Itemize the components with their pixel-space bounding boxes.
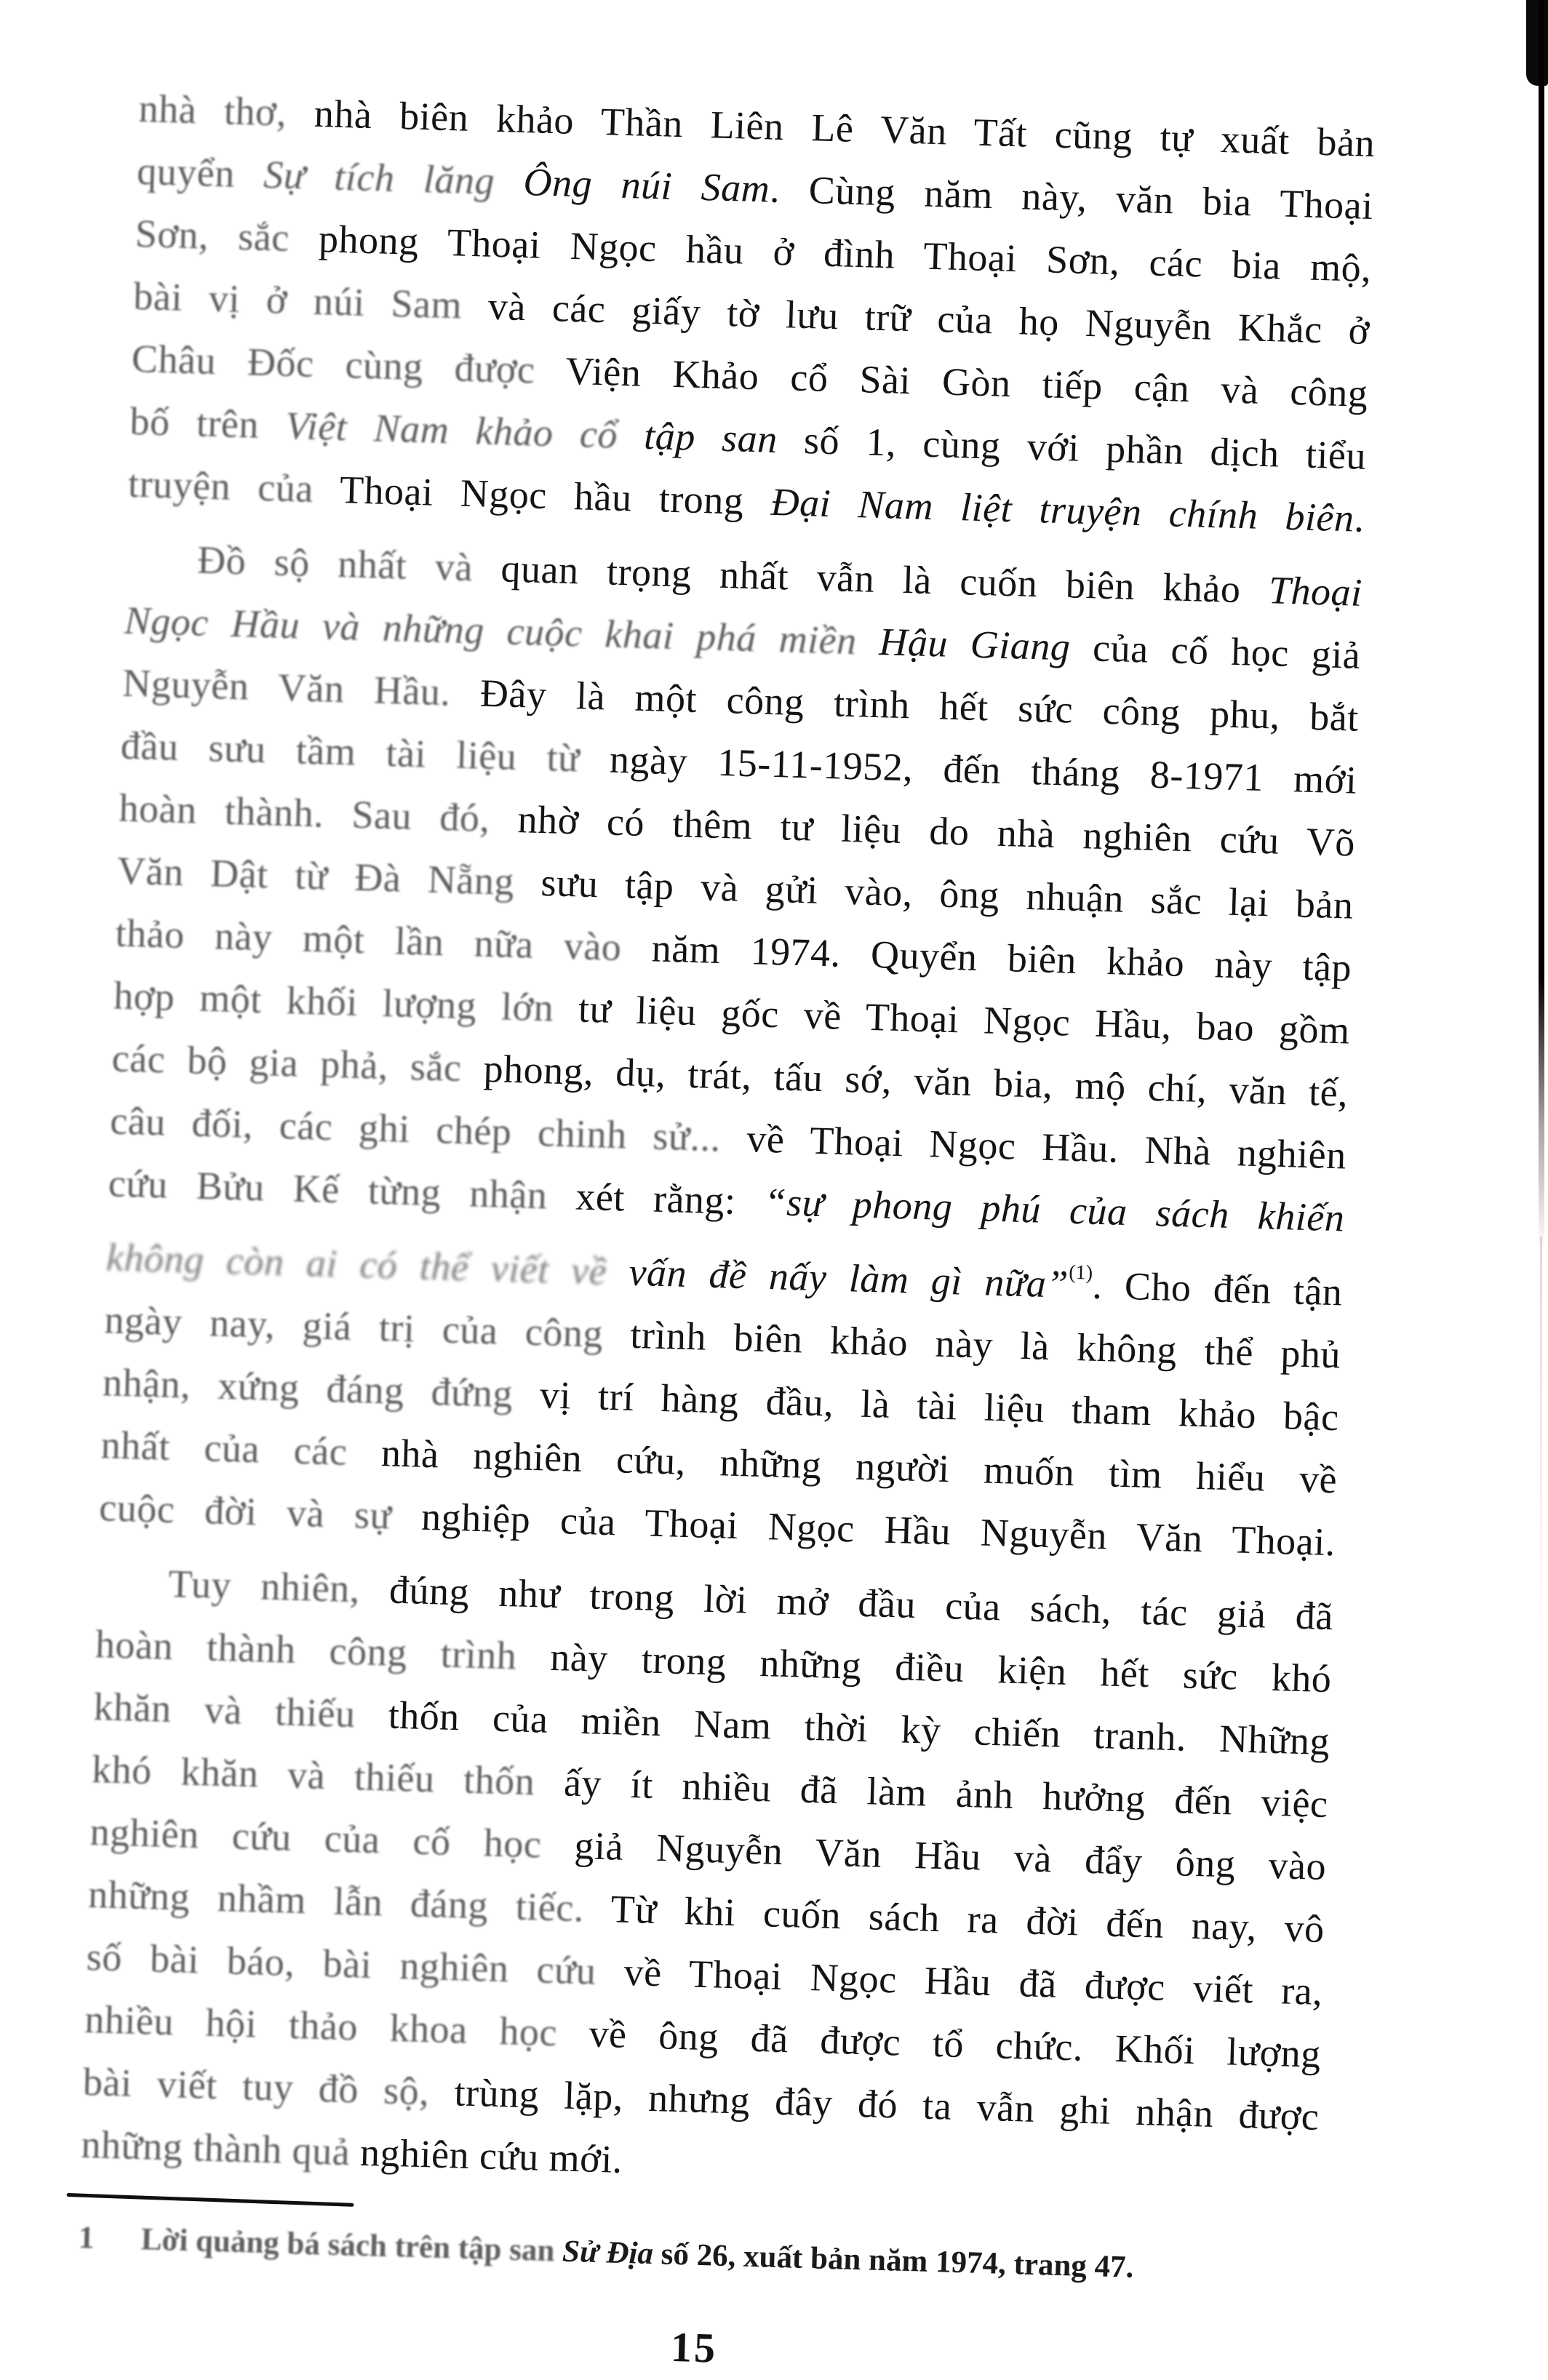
text-segment: nghiệp của Thoại Ngọc Hầu Nguyễn Văn Thoại. bbox=[420, 1494, 1336, 1565]
text-segment: này trong những điều kiện hết sức khó bbox=[549, 1634, 1333, 1701]
text-segment: các bộ gia phả, sắc bbox=[111, 1036, 484, 1090]
text-segment: ấy ít nhiều đã làm ảnh hưởng đến việc bbox=[563, 1760, 1329, 1826]
text-segment: trùng lặp, nhưng đây đó ta vẫn ghi nhận được bbox=[453, 2070, 1320, 2139]
text-segment: tập san bbox=[643, 413, 778, 461]
text-segment: bài viết tuy đồ sộ, bbox=[82, 2059, 455, 2115]
text-segment: bài vị ở núi Sam bbox=[132, 273, 489, 328]
text-segment: cứu Bửu Kế từng nhận bbox=[108, 1161, 577, 1218]
scan-edge-artifact-top bbox=[1526, 0, 1548, 86]
text-segment: nhà biên khảo Thần Liên Lê Văn Tất cũng tự xuất bản bbox=[314, 91, 1376, 166]
text-segment: nhà nghiên cứu, những người muốn tìm hiểu về bbox=[380, 1431, 1338, 1502]
text-segment: đầu sưu tầm tài liệu từ bbox=[120, 723, 611, 781]
text-segment: hoàn thành. Sau đó, bbox=[118, 786, 519, 842]
footnote-marker: 1 bbox=[78, 2220, 95, 2256]
text-segment: những nhầm lẫn đáng tiếc. bbox=[87, 1872, 612, 1931]
paragraphs-container bbox=[80, 77, 1376, 2211]
text-segment: Đây là một công trình hết sức công phu, bắt bbox=[479, 671, 1360, 740]
text-segment: Nguyễn Văn Hầu. bbox=[121, 660, 481, 715]
text-segment: hợp một khối lượng lớn bbox=[113, 973, 580, 1031]
text-segment: số bài báo, bài nghiên cứu bbox=[86, 1934, 625, 1994]
text-segment: quyển bbox=[136, 148, 265, 196]
text-segment: ngày 15-11-1952, đến tháng 8-1971 mới bbox=[609, 737, 1358, 802]
paragraph bbox=[98, 527, 1363, 1574]
text-segment: . Cho đến tận bbox=[1091, 1263, 1344, 1314]
text-segment: câu đối, các ghi chép chinh sử... bbox=[109, 1098, 748, 1161]
text-segment: nhà thơ, bbox=[137, 86, 315, 135]
text-segment: Văn Dật từ Đà Nẵng bbox=[116, 848, 542, 905]
text-block bbox=[75, 77, 1376, 2380]
text-segment: trình biên khảo này là không thể phủ bbox=[629, 1312, 1341, 1377]
text-segment: nhiều hội thảo khoa học bbox=[84, 1997, 590, 2056]
text-segment: (1) bbox=[1068, 1261, 1093, 1285]
text-segment: về ông đã được tổ chức. Khối lượng bbox=[588, 2011, 1322, 2076]
text-segment: vị trí hàng đầu, là tài liệu tham khảo bậc bbox=[539, 1373, 1340, 1439]
text-segment: về Thoại Ngọc Hầu. Nhà nghiên bbox=[746, 1117, 1347, 1178]
text-segment: số 26, xuất bản năm 1974, trang 47. bbox=[653, 2237, 1135, 2285]
text-segment: khăn và thiếu bbox=[92, 1685, 389, 1737]
text-segment: Đồ sộ nhất và bbox=[196, 538, 502, 591]
text-segment: . bbox=[1353, 496, 1365, 540]
text-segment: nhất của các bbox=[100, 1423, 382, 1475]
scan-edge-artifact-faint bbox=[1540, 1237, 1542, 1644]
text-segment: ngày nay, giá trị của công bbox=[103, 1298, 631, 1357]
text-segment: của cố học giả bbox=[1069, 625, 1362, 677]
text-segment: hoàn thành công trình bbox=[95, 1622, 551, 1679]
text-segment: Từ khi cuốn sách ra đời đến nay, vô bbox=[610, 1887, 1325, 1952]
text-segment: Thoại bbox=[1268, 568, 1363, 615]
footnote-text bbox=[140, 2222, 1134, 2285]
text-segment: và các giấy tờ lưu trữ của họ Nguyễn Khắc ở bbox=[487, 284, 1371, 353]
text-segment: nghiên cứu mới. bbox=[359, 2130, 623, 2181]
footnote bbox=[78, 2219, 1315, 2293]
text-segment: về Thoại Ngọc Hầu đã được viết ra, bbox=[623, 1949, 1324, 2014]
text-segment: Lời quảng bá sách trên tập san bbox=[140, 2222, 563, 2269]
text-segment: Ngọc Hầu và những cuộc khai phá miền bbox=[124, 598, 880, 664]
footnote-separator-rule bbox=[67, 2193, 354, 2207]
text-segment: cuộc đời và sự bbox=[98, 1485, 423, 1538]
text-segment: những thành quả bbox=[80, 2122, 362, 2174]
text-segment: thốn của miền Nam thời kỳ chiến tranh. Những bbox=[387, 1693, 1330, 1764]
text-segment: phong Thoại Ngọc hầu ở đình Thoại Sơn, các bia mộ, bbox=[318, 217, 1373, 290]
text-segment: giả Nguyễn Văn Hầu và đẩy ông vào bbox=[573, 1823, 1327, 1889]
text-segment: . Cùng năm này, văn bia Thoại bbox=[769, 167, 1374, 228]
text-segment: Tuy nhiên, bbox=[167, 1561, 390, 1612]
text-segment: đúng như trong lời mở đầu của sách, tác giả đã bbox=[388, 1568, 1334, 1639]
text-segment: Ông núi Sam bbox=[522, 159, 771, 211]
text-segment: xét rằng: bbox=[575, 1174, 765, 1223]
text-segment: số 1, cùng với phần dịch tiểu bbox=[776, 417, 1367, 478]
text-segment: Sử Địa bbox=[562, 2234, 654, 2272]
scan-edge-artifact-line bbox=[1539, 0, 1544, 1251]
text-segment: năm 1974. Quyển biên khảo này tập bbox=[650, 926, 1352, 990]
text-segment: nghiên cứu của cố học bbox=[89, 1810, 575, 1867]
text-segment: không còn ai có thể viết về bbox=[105, 1235, 630, 1294]
text-segment: phong, dụ, trát, tấu sớ, văn bia, mộ chí, văn tế, bbox=[482, 1046, 1349, 1115]
text-segment: quan trọng nhất vẫn là cuốn biên khảo bbox=[500, 546, 1269, 612]
text-segment: vấn đề nấy làm gì nữa” bbox=[628, 1250, 1069, 1306]
text-segment: bố trên bbox=[129, 399, 287, 447]
text-segment: tư liệu gốc về Thoại Ngọc Hầu, bao gồm bbox=[578, 986, 1351, 1053]
text-segment: Sự tích lăng bbox=[263, 152, 524, 204]
paragraph bbox=[80, 1550, 1334, 2211]
text-segment: “sự phong phú của sách khiến bbox=[763, 1179, 1346, 1240]
paragraph bbox=[127, 77, 1376, 550]
page-number: 15 bbox=[670, 2323, 718, 2372]
text-segment: nhận, xứng đáng đứng bbox=[102, 1360, 540, 1417]
text-segment: truyện của bbox=[127, 461, 341, 511]
text-segment: nhờ có thêm tư liệu do nhà nghiên cứu Võ bbox=[516, 797, 1356, 865]
text-segment: Châu Đốc cùng được bbox=[131, 336, 567, 393]
text-segment: thảo này một lần nữa vào bbox=[114, 911, 653, 970]
text-segment: Hậu Giang bbox=[878, 620, 1072, 669]
text-segment: khó khăn và thiếu thốn bbox=[91, 1747, 564, 1805]
text-segment: Việt Nam khảo cổ bbox=[284, 403, 645, 458]
text-segment: Sơn, sắc bbox=[135, 211, 319, 261]
text-segment: Thoại Ngọc hầu trong bbox=[339, 468, 772, 524]
text-segment: sưu tập và gửi vào, ông nhuận sắc lại bản bbox=[540, 860, 1354, 927]
text-segment: Viện Khảo cổ Sài Gòn tiếp cận và công bbox=[564, 348, 1369, 415]
text-segment: Đại Nam liệt truyện chính biên bbox=[770, 479, 1355, 540]
